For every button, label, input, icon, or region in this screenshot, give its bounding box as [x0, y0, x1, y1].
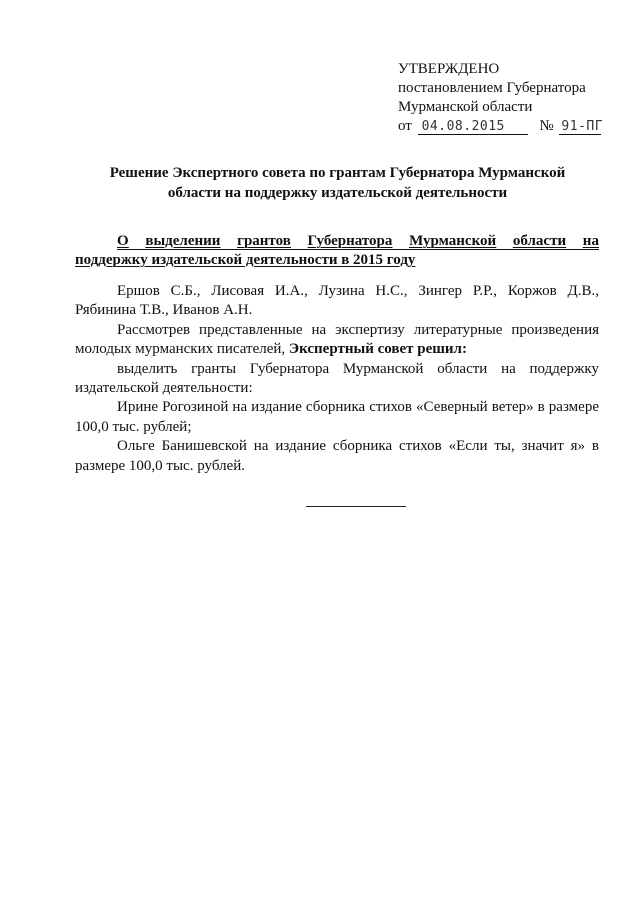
consideration-text: Рассмотрев представленные на экспертизу литературные произведения молодых мурманских писателей, [75, 321, 599, 358]
subject-word: грантов [237, 233, 291, 249]
subject-word: О [117, 233, 129, 249]
subject-word: выделении [145, 233, 221, 249]
date-prefix: от [398, 118, 412, 134]
approval-decree-line: постановлением Губернатора [398, 80, 586, 96]
grant-banishevskaya-paragraph: Ольге Банишевской на издание сборника стихов «Если ты, значит я» в размере 100,0 тыс. рублей. [75, 438, 599, 474]
subject-word: на [582, 233, 599, 249]
subject-line-2: поддержку издательской деятельности в 2015 году [75, 252, 416, 268]
decree-date: 04.08.2015 [418, 119, 528, 135]
consideration-paragraph [75, 321, 599, 360]
subject-underline [117, 249, 599, 250]
decision-subject [75, 232, 599, 270]
approval-region-line: Мурманской области [398, 99, 533, 115]
document-body [75, 282, 599, 476]
approval-heading: УТВЕРЖДЕНО [398, 61, 500, 77]
decree-number: 91-ПГ [561, 119, 604, 134]
subject-word: Мурманской [409, 233, 497, 249]
number-prefix: № [539, 118, 554, 134]
allocation-paragraph: выделить гранты Губернатора Мурманской области на поддержку издательской деятельности: [75, 360, 599, 397]
grant-rogozina-paragraph: Ирине Рогозиной на издание сборника стихов «Северный ветер» в размере 100,0 тыс. рублей; [75, 399, 599, 435]
council-members-paragraph: Ершов С.Б., Лисовая И.А., Лузина Н.С., Зингер Р.Р., Коржов Д.В., Рябинина Т.В., Иванов А.Н. [75, 283, 599, 319]
subject-word: области [512, 233, 567, 249]
decision-phrase: Экспертный совет решил: [288, 341, 467, 358]
approval-date-line [398, 117, 604, 136]
document-title [75, 163, 600, 203]
closing-separator-line [306, 506, 406, 507]
approval-block [398, 60, 604, 136]
title-line-1: Решение Экспертного совета по грантам Губернатора Мурманской [109, 165, 566, 181]
subject-word: Губернатора [307, 233, 393, 249]
title-line-2: области на поддержку издательской деятельности [167, 185, 508, 201]
